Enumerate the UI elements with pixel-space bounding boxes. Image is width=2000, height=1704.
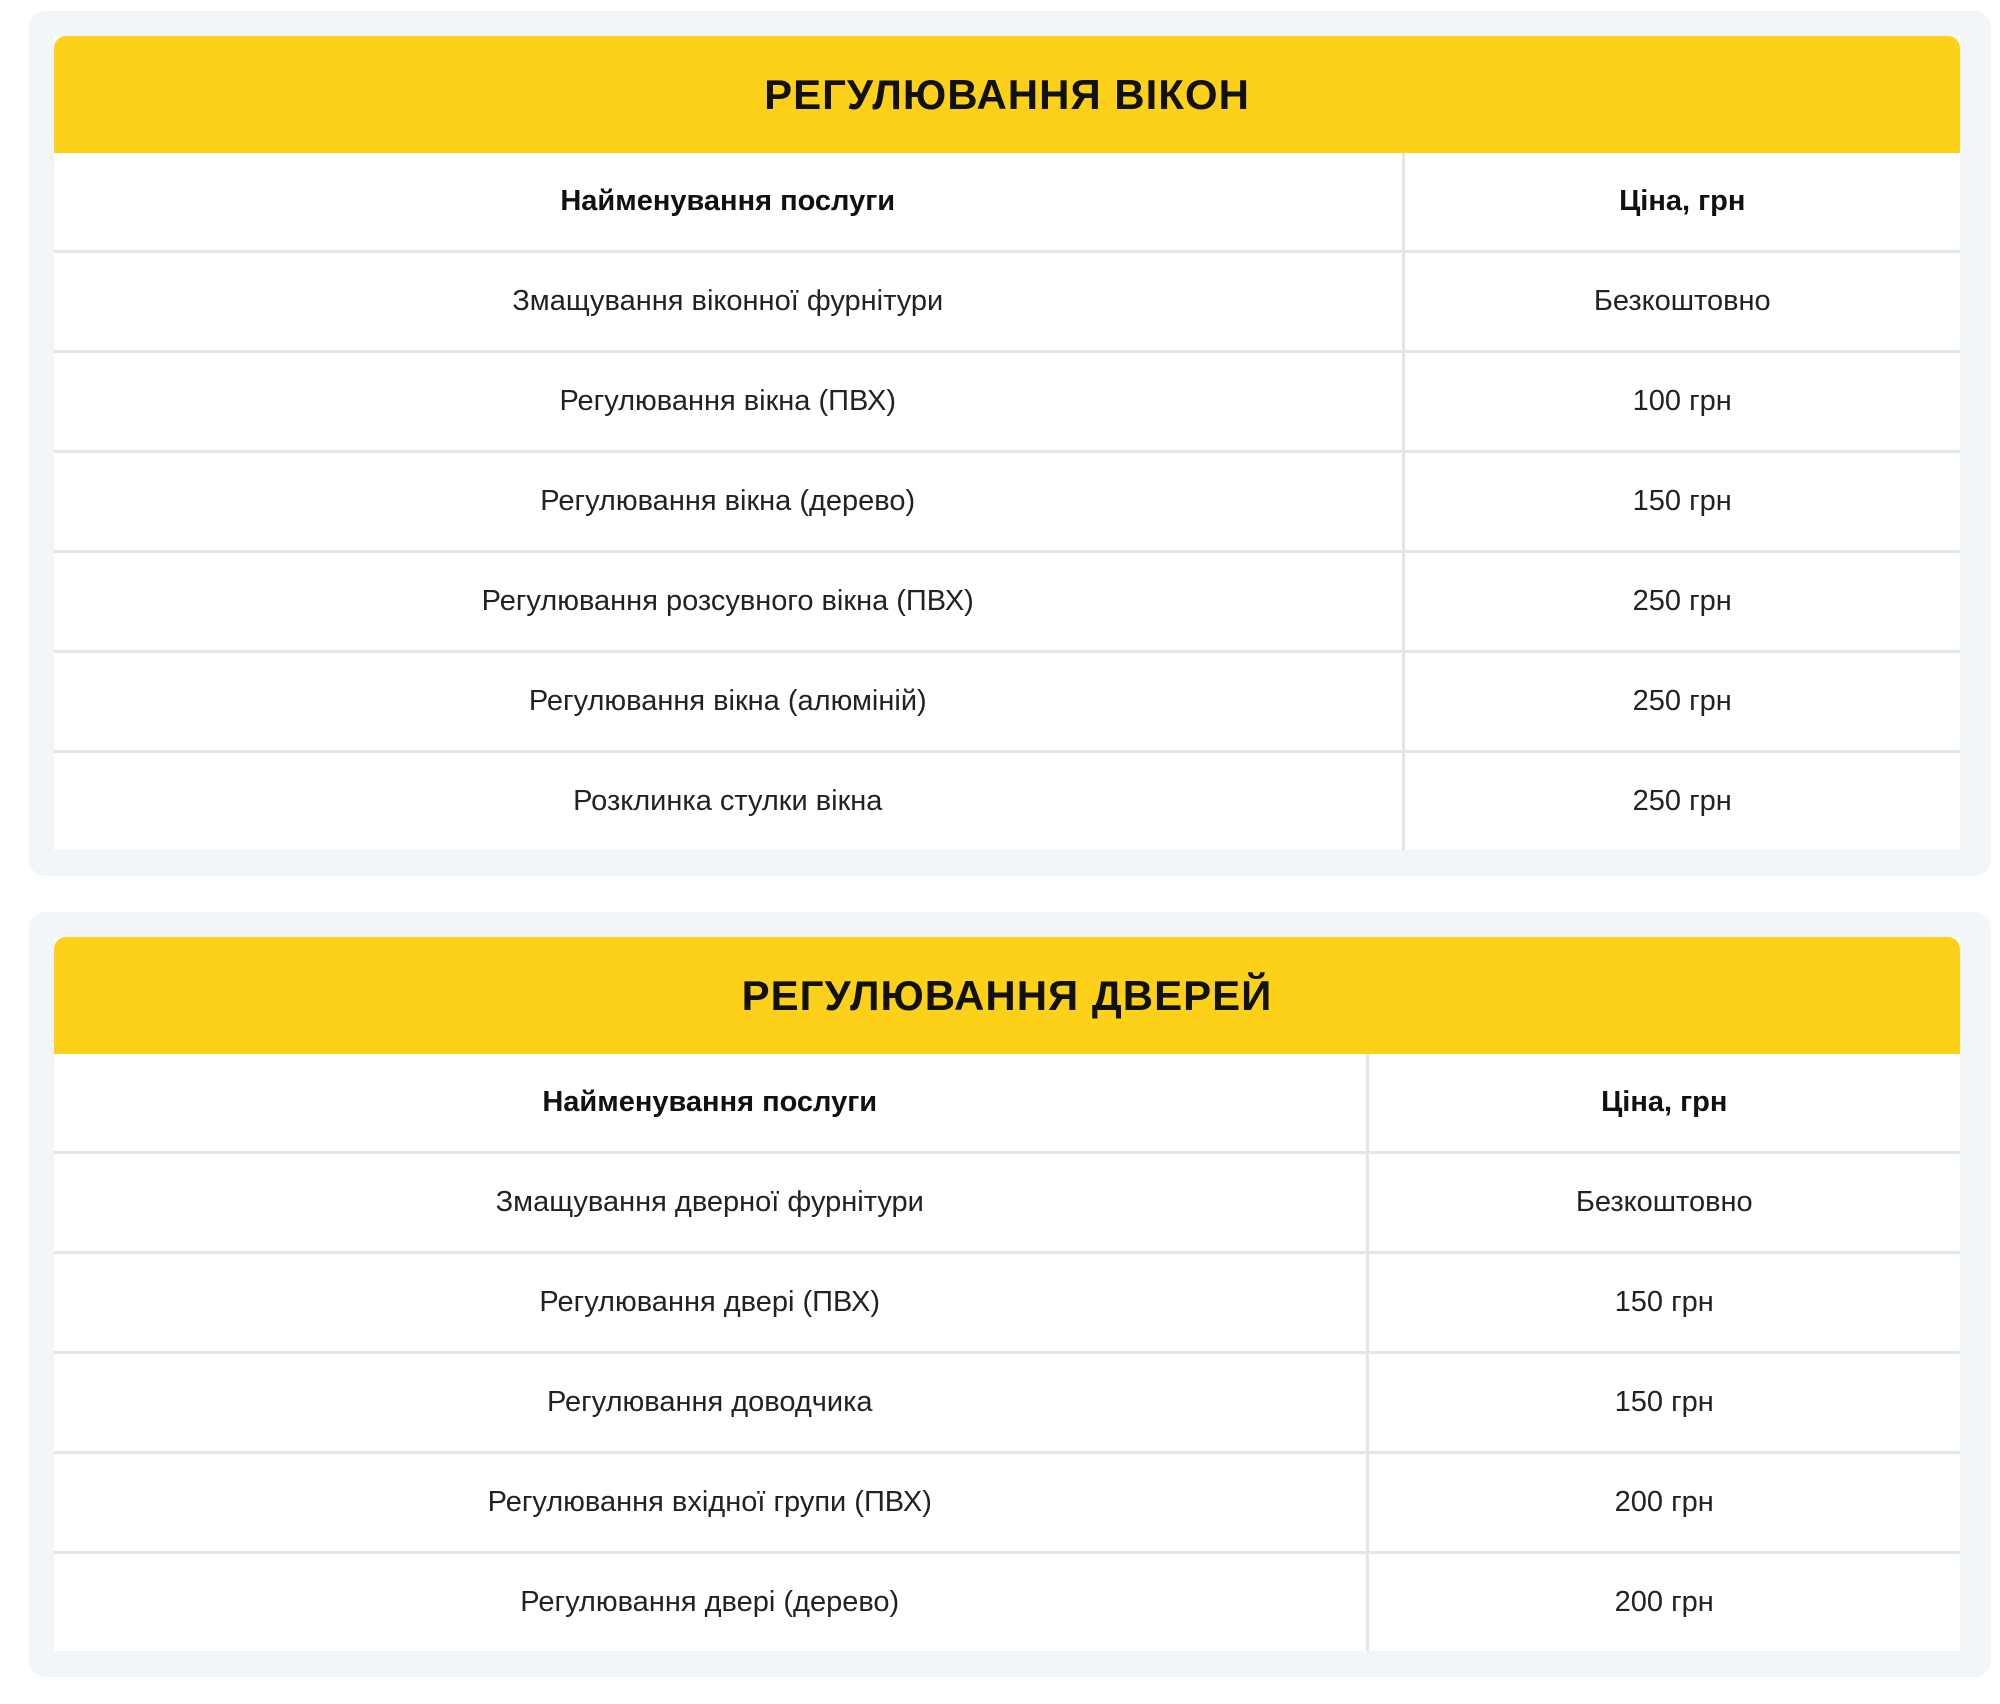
table-header-row bbox=[54, 153, 1960, 252]
column-header-service: Найменування послуги bbox=[54, 153, 1403, 252]
table-row bbox=[54, 1153, 1960, 1253]
table-row bbox=[54, 252, 1960, 352]
service-price: 200 грн bbox=[1614, 1586, 1714, 1618]
windows-price-card bbox=[29, 11, 1991, 876]
service-price: 150 грн bbox=[1367, 1353, 1960, 1453]
windows-table-title: РЕГУЛЮВАННЯ ВІКОН bbox=[764, 70, 1250, 118]
table-row bbox=[54, 452, 1960, 552]
service-name: Регулювання двері (дерево) bbox=[54, 1553, 1367, 1652]
table-row bbox=[54, 1253, 1960, 1353]
table-row bbox=[54, 1353, 1960, 1453]
service-price: 250 грн bbox=[1403, 652, 1960, 752]
service-name: Регулювання вхідної групи (ПВХ) bbox=[54, 1453, 1367, 1553]
service-name: Регулювання доводчика bbox=[54, 1353, 1367, 1453]
doors-table-title: РЕГУЛЮВАННЯ ДВЕРЕЙ bbox=[741, 971, 1273, 1019]
service-price: 200 грн bbox=[1367, 1453, 1960, 1553]
service-name: Розклинка стулки вікна bbox=[54, 752, 1403, 851]
doors-price-table bbox=[54, 1054, 1960, 1651]
table-row bbox=[54, 1553, 1960, 1652]
service-price: 150 грн bbox=[1403, 452, 1960, 552]
column-header-price: Ціна, грн bbox=[1367, 1054, 1960, 1153]
table-header-row bbox=[54, 1054, 1960, 1153]
service-name: Змащування дверної фурнітури bbox=[54, 1153, 1367, 1253]
service-price: 150 грн bbox=[1367, 1253, 1960, 1353]
service-price: 250 грн bbox=[1632, 785, 1732, 817]
table-row bbox=[54, 552, 1960, 652]
doors-price-card bbox=[29, 912, 1991, 1677]
service-name: Регулювання вікна (алюміній) bbox=[54, 652, 1403, 752]
column-header-price: Ціна, грн bbox=[1403, 153, 1960, 252]
table-row bbox=[54, 1453, 1960, 1553]
doors-price-panel bbox=[54, 937, 1960, 1651]
windows-price-panel bbox=[54, 36, 1960, 850]
service-name: Регулювання двері (ПВХ) bbox=[54, 1253, 1367, 1353]
column-header-service: Найменування послуги bbox=[54, 1054, 1367, 1153]
service-name: Змащування віконної фурнітури bbox=[54, 252, 1403, 352]
service-name: Регулювання вікна (дерево) bbox=[54, 452, 1403, 552]
table-row bbox=[54, 752, 1960, 851]
table-row bbox=[54, 352, 1960, 452]
table-row bbox=[54, 652, 1960, 752]
doors-table-header bbox=[54, 937, 1960, 1054]
service-price: Безкоштовно bbox=[1367, 1153, 1960, 1253]
windows-price-table bbox=[54, 153, 1960, 850]
service-price: 250 грн bbox=[1403, 552, 1960, 652]
windows-table-header bbox=[54, 36, 1960, 153]
service-name: Регулювання вікна (ПВХ) bbox=[54, 352, 1403, 452]
service-name: Регулювання розсувного вікна (ПВХ) bbox=[54, 552, 1403, 652]
service-price: Безкоштовно bbox=[1403, 252, 1960, 352]
service-price: 100 грн bbox=[1403, 352, 1960, 452]
